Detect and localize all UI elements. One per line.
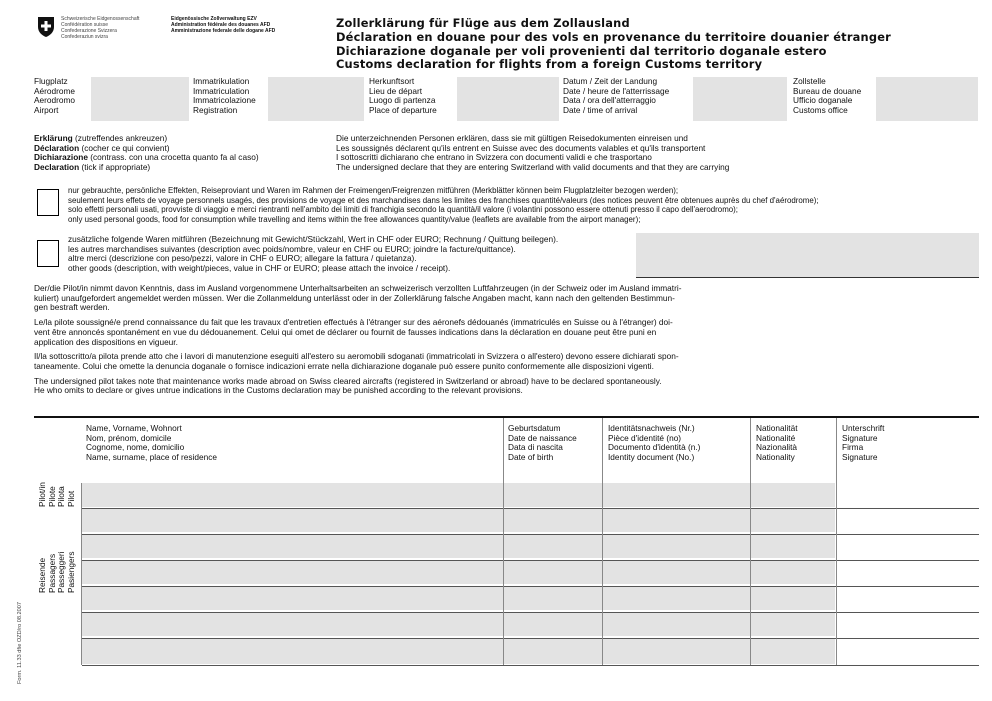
customs-administration-names: Eidgenössische Zollverwaltung EZV Administration fédérale des douanes AFD Amministrazione federale delle dogane AFD	[171, 16, 276, 34]
col-header-nationality: Nationalität Nationalité Nazionalità Nationality	[756, 423, 798, 463]
personal-effects-text: nur gebrauchte, persönliche Effekten, Reiseproviant und Waren im Rahmen der Freimengen/Freigrenzen mitführen (Merkblätter können beim Flugplatzleiter bezogen werden); seulement leurs effets de voyage personnels usagés, des provisions de voyage et des marchandises dans les limites des franchises quantité/valeurs (des notices peuvent être obtenues auprès du chef d'aérodrome); solo effetti personali usati, provviste di viaggio e merci rientranti nell'ambito dei limiti di franchigia secondo la quantità/il valore (i volantini possono essere ottenuti presso il capo dell'aerodromo); only used personal goods, food for consumption while travelling and items within the free allowances quantity/value (leaflets are available from the airport manager);	[68, 186, 819, 225]
col-header-birthdate: Geburtsdatum Date de naissance Data di nascita Date of birth	[508, 423, 577, 463]
form-code: Form. 11.33 dfie OZD/ro 08.2007	[17, 602, 23, 684]
row-divider	[82, 586, 979, 587]
column-divider	[602, 418, 603, 665]
maintenance-notice: Der/die Pilot/in nimmt davon Kenntnis, dass im Ausland vorgenommene Unterhaltsarbeiten an schweizerisch verzollten Luftfahrzeugen (in der Schweiz oder im Ausland immatri- kuliert) unaufgefordert angemeldet werden müssen. Wer die Zollanmeldung unterlässt oder in der Zollerklärung falsche Angaben macht, kann nach den geltenden Bestimmun- gen bestraft werden. Le/la pilote soussigné/e prend connaissance du fait que les travaux d'entretien effectués à l'étranger sur des aéronefs dédouanés (immatriculés en Suisse ou à l'étranger) doi- vent être annoncés spontanément en vue du dédouanement. Celui qui omet de déclarer ou fournit de fausses indications dans la déclaration en douane peut être puni en application des dispositions en vigueur. Il/la sottoscritto/a pilota prende atto che i lavori di manutenzione eseguiti all'estero su aeromobili sdoganati (immatricolati in Svizzera o all'estero) devono essere dichiarati spon- taneamente. Colui che omette la denuncia doganale o fornisce indicazioni errate nella dichiarazione doganale può essere punito conformemente alle disposizioni vigenti. The undersigned pilot takes note that maintenance works made abroad on Swiss cleared aircrafts (registered in Switzerland or abroad) have to be declared spontaneously. He who omits to declare or gives untrue indications in the Customs declaration may be punished according to the relevant provisions.	[34, 283, 682, 396]
passenger-row[interactable]	[82, 561, 835, 584]
passenger-row[interactable]	[82, 639, 835, 664]
column-divider	[750, 418, 751, 665]
column-divider	[836, 418, 837, 665]
arrival-field[interactable]	[693, 77, 787, 121]
arrival-label: Datum / Zeit der Landung Date / heure de l'atterrissage Data / ora dell'atterraggio Date / time of arrival	[563, 76, 670, 116]
title-de: Zollerklärung für Flüge aus dem Zollausland	[336, 16, 630, 30]
swiss-coat-of-arms-logo	[37, 16, 55, 38]
passenger-row[interactable]	[82, 613, 835, 636]
row-divider	[82, 560, 979, 561]
personal-effects-checkbox[interactable]	[37, 189, 59, 216]
passengers-row-label: Reisende Passagers Passeggeri Pasiengers	[37, 551, 76, 593]
col-header-name: Name, Vorname, Wohnort Nom, prénom, domicile Cognome, nome, domicilio Name, surname, place of residence	[86, 423, 217, 463]
passenger-row[interactable]	[82, 587, 835, 610]
row-divider	[82, 534, 979, 535]
passenger-row[interactable]	[82, 535, 835, 558]
other-goods-underline	[636, 277, 979, 278]
row-divider	[82, 508, 979, 509]
registration-field[interactable]	[268, 77, 364, 121]
title-it: Dichiarazione doganale per voli provenienti dal territorio doganale estero	[336, 43, 827, 58]
column-divider	[503, 418, 504, 665]
column-divider	[81, 483, 82, 665]
col-header-signature: Unterschrift Signature Firma Signature	[842, 423, 885, 463]
form-title	[336, 17, 891, 72]
office-label: Zollstelle Bureau de douane Ufficio doganale Customs office	[793, 76, 862, 116]
origin-field[interactable]	[457, 77, 559, 121]
passenger-row[interactable]	[82, 509, 835, 532]
table-top-rule	[34, 416, 979, 418]
row-divider	[82, 612, 979, 613]
declaration-statement: Die unterzeichnenden Personen erklären, dass sie mit gültigen Reisedokumenten einreisen und Les soussignés déclarent qu'ils entrent en Suisse avec des documents valables et qu'ils transportent I sottoscritti dichiarano che entrano in Svizzera con documenti validi e che trasportano The undersigned declare that they are entering Switzerland with valid documents and that they are carrying	[336, 133, 730, 173]
pilot-row-label: Pilot/in Pilote Pilota Pilot	[37, 482, 76, 507]
other-goods-checkbox[interactable]	[37, 240, 59, 267]
row-divider	[82, 638, 979, 639]
title-fr: Déclaration en douane pour des vols en provenance du territoire douanier étranger	[336, 29, 891, 44]
declaration-heading: Erklärung (zutreffendes ankreuzen) Déclaration (cocher ce qui convient) Dichiarazione (contrass. con una crocetta quanto fa al caso) Declaration (tick if appropriate)	[34, 133, 259, 173]
registration-label: Immatrikulation Immatriculation Immatricolazione Registration	[193, 76, 256, 116]
airport-field[interactable]	[91, 77, 189, 121]
pilot-row[interactable]	[82, 483, 835, 507]
confederation-names: Schweizerische Eidgenossenschaft Confédération suisse Confederazione Svizzera Confederaziun svizra	[61, 16, 140, 40]
airport-label: Flugplatz Aérodrome Aerodromo Airport	[34, 76, 76, 116]
other-goods-field[interactable]	[636, 233, 979, 277]
row-divider	[82, 665, 979, 666]
origin-label: Herkunftsort Lieu de départ Luogo di partenza Place of departure	[369, 76, 437, 116]
other-goods-text: zusätzliche folgende Waren mitführen (Bezeichnung mit Gewicht/Stückzahl, Wert in CHF oder EURO; Rechnung / Quittung beilegen). les autres marchandises suivantes (description avec poids/nombre, valeur en CHF ou EURO; joindre la facture/quittance). altre merci (descrizione con peso/pezzi, valore in CHF o EURO; allegare la fattura / quietanza). other goods (description, with weight/pieces, value in CHF or EURO; please attach the invoice / receipt).	[68, 234, 559, 274]
title-en: Customs declaration for flights from a foreign Customs territory	[336, 57, 763, 72]
col-header-id-document: Identitätsnachweis (Nr.) Pièce d'identité (no) Documento d'identità (n.) Identity document (No.)	[608, 423, 701, 463]
office-field[interactable]	[876, 77, 978, 121]
